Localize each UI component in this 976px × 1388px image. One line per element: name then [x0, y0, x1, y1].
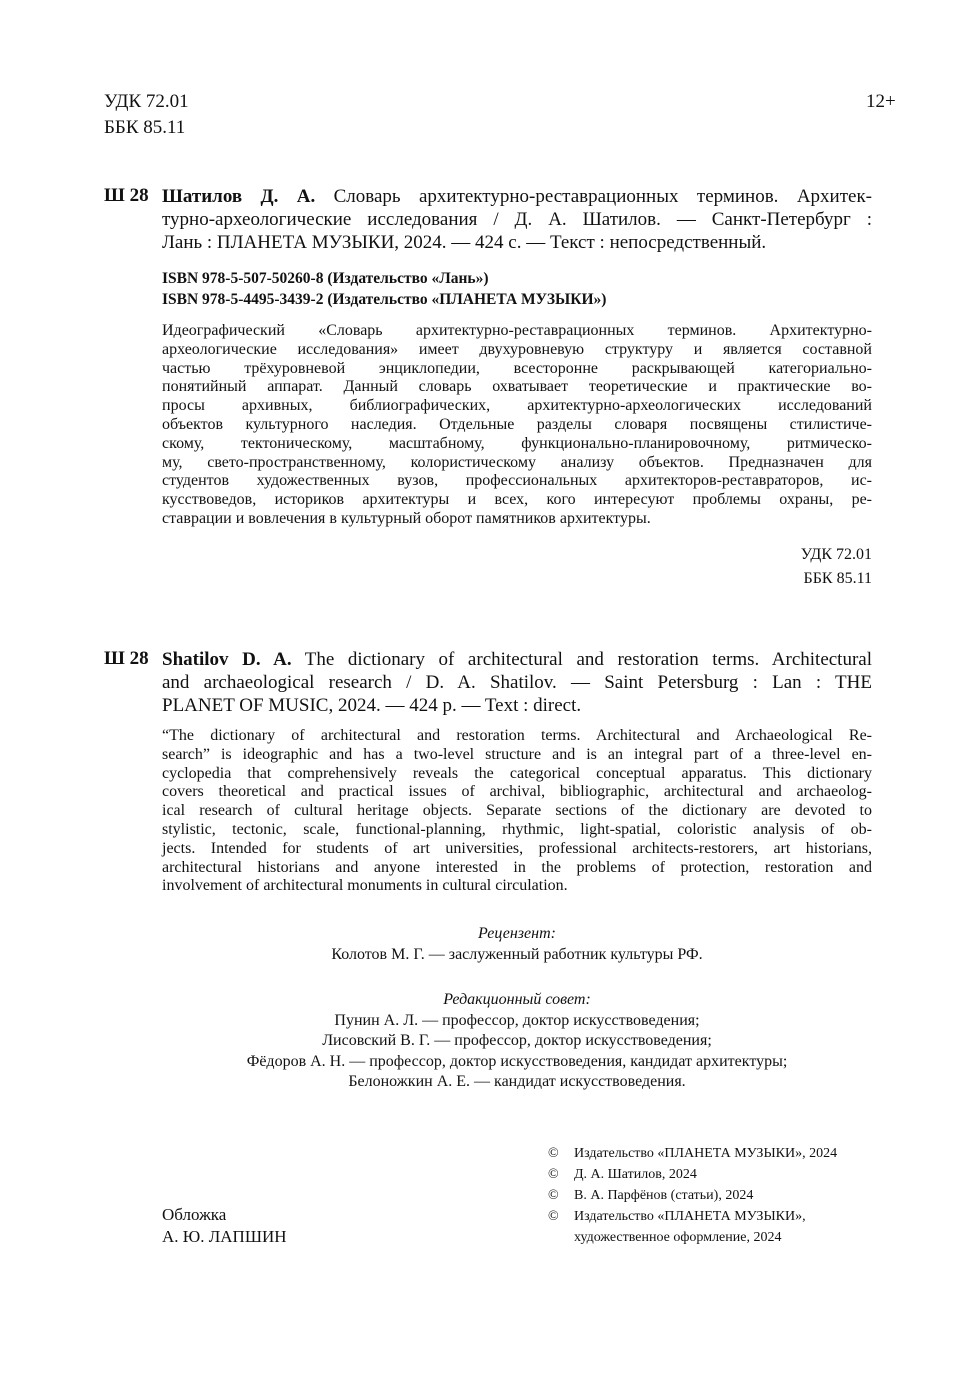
header-udk: УДК 72.01	[104, 91, 189, 112]
en-abstract-line: covers theoretical and practical issues of archival, bibliographic, architectural and archaeolog-	[162, 783, 872, 801]
en-abstract	[162, 727, 872, 896]
ru-abstract-line: просы архивных, библиографических, архитектурно-археологических исследований	[162, 397, 872, 415]
en-entry-code: Ш 28	[104, 648, 149, 669]
ru-entry-line: Лань : ПЛАНЕТА МУЗЫКИ, 2024. — 424 с. — Текст : непосредственный.	[162, 232, 767, 253]
en-abstract-line: ical research of cultural heritage objects. Separate sections of the dictionary are devoted to	[162, 802, 872, 820]
cover-credit	[162, 1204, 287, 1248]
isbn-planeta: ISBN 978-5-4495-3439-2 (Издательство «ПЛАНЕТА МУЗЫКИ»)	[162, 291, 607, 308]
copyright-symbol: ©	[548, 1146, 559, 1161]
en-entry-line: PLANET OF MUSIC, 2024. — 424 p. — Text : direct.	[162, 695, 582, 716]
ru-entry-author: Шатилов Д. А.	[162, 186, 316, 207]
ru-abstract-line: кусствоведов, историков архитектуры и всех, кого интересуют проблемы охраны, ре-	[162, 491, 872, 509]
board-heading: Редакционный совет:	[443, 991, 591, 1008]
board-member: Белоножкин А. Е. — кандидат искусствоведения.	[348, 1073, 686, 1090]
en-entry-body	[162, 648, 872, 717]
copyright-symbol: ©	[548, 1209, 559, 1224]
ru-entry-code: Ш 28	[104, 185, 149, 206]
ru-abstract	[162, 322, 872, 529]
editorial-board	[104, 990, 930, 1093]
copyright-item: Д. А. Шатилов, 2024	[574, 1167, 697, 1182]
board-member: Лисовский В. Г. — профессор, доктор искусствоведения;	[322, 1032, 712, 1049]
ru-classification	[801, 543, 872, 591]
copyright-item: Издательство «ПЛАНЕТА МУЗЫКИ», 2024	[574, 1146, 838, 1161]
ru-abstract-line: Идеографический «Словарь архитектурно-реставрационных терминов. Архитектурно-	[162, 322, 872, 339]
copyright-item: Издательство «ПЛАНЕТА МУЗЫКИ»,	[574, 1209, 806, 1224]
copyright-block	[548, 1143, 837, 1248]
en-abstract-line: jects. Intended for students of art universities, professional architects-restorers, art historians,	[162, 839, 872, 857]
board-member: Пунин А. Л. — профессор, доктор искусствоведения;	[334, 1011, 700, 1029]
ru-abstract-line: частью трёхуровневой энциклопедии, всесторонне раскрывающей категориально-	[162, 359, 872, 377]
cover-label: Обложка	[162, 1205, 227, 1224]
ru-abstract-line: понятийный аппарат. Данный словарь охватывает теоретические и практические во-	[162, 378, 872, 396]
ru-entry-line: Словарь архитектурно-реставрационных терминов. Архитек-	[315, 186, 872, 207]
reviewer-block	[104, 924, 930, 965]
en-abstract-line: stylistic, tectonic, scale, functional-planning, rhythmic, light-spatial, coloristic analysis of ob-	[162, 820, 872, 838]
ru-abstract-line: археологические исследования» имеет двухуровневую структуру и является составной	[162, 340, 872, 358]
header-bbk: ББК 85.11	[104, 117, 186, 138]
reviewer-name: Колотов М. Г. — заслуженный работник культуры РФ.	[331, 945, 703, 963]
en-entry-line: The dictionary of architectural and restoration terms. Architectural	[291, 649, 872, 670]
en-abstract-line: involvement of architectural monuments in cultural circulation.	[162, 877, 568, 895]
ru-udk: УДК 72.01	[800, 546, 872, 563]
copyright-item-continuation: художественное оформление, 2024	[574, 1230, 782, 1245]
en-abstract-line: architectural historians and anyone interested in the problems of protection, restoration and	[162, 858, 872, 876]
copyright-symbol: ©	[548, 1188, 559, 1203]
board-member: Фёдоров А. Н. — профессор, доктор искусствоведения, кандидат архитектуры;	[246, 1052, 788, 1070]
en-entry-author: Shatilov D. A.	[162, 649, 292, 670]
ru-abstract-line: студентов художественных вузов, профессиональных архитекторов-реставраторов, ис-	[162, 472, 872, 490]
copyright-item: В. А. Парфёнов (статьи), 2024	[574, 1188, 754, 1203]
ru-abstract-line: объектов культурного наследия. Отдельные разделы словаря посвящены стилистиче-	[162, 415, 872, 433]
en-abstract-line: “The dictionary of architectural and restoration terms. Architectural and Archaeological Re-	[162, 727, 872, 744]
ru-abstract-line: му, свето-пространственному, колористическому анализу объектов. Предназначен для	[162, 453, 872, 471]
reviewer-heading: Рецензент:	[478, 925, 556, 942]
cover-artist: А. Ю. ЛАПШИН	[162, 1227, 287, 1246]
en-abstract-line: search” is ideographic and has a two-level structure and is an integral part of a three-level en-	[162, 745, 872, 763]
ru-abstract-line: ставрации и вовлечения в культурный оборот памятников архитектуры.	[162, 509, 651, 527]
ru-entry-line: турно-археологические исследования / Д. А. Шатилов. — Санкт-Петербург :	[162, 209, 872, 230]
isbn-lan: ISBN 978-5-507-50260-8 (Издательство «Лань»)	[162, 270, 489, 287]
en-abstract-line: cyclopedia that comprehensively reveals the categorical conceptual apparatus. This dictionary	[162, 764, 872, 782]
ru-abstract-line: скому, тектоническому, масштабному, функционально-планировочному, ритмическо-	[162, 434, 872, 452]
ru-bbk: ББК 85.11	[803, 570, 872, 587]
ru-entry-body	[162, 185, 872, 254]
en-entry-line: and archaeological research / D. A. Shatilov. — Saint Petersburg : Lan : THE	[162, 672, 872, 693]
age-rating: 12+	[866, 91, 896, 112]
copyright-symbol: ©	[548, 1167, 559, 1182]
